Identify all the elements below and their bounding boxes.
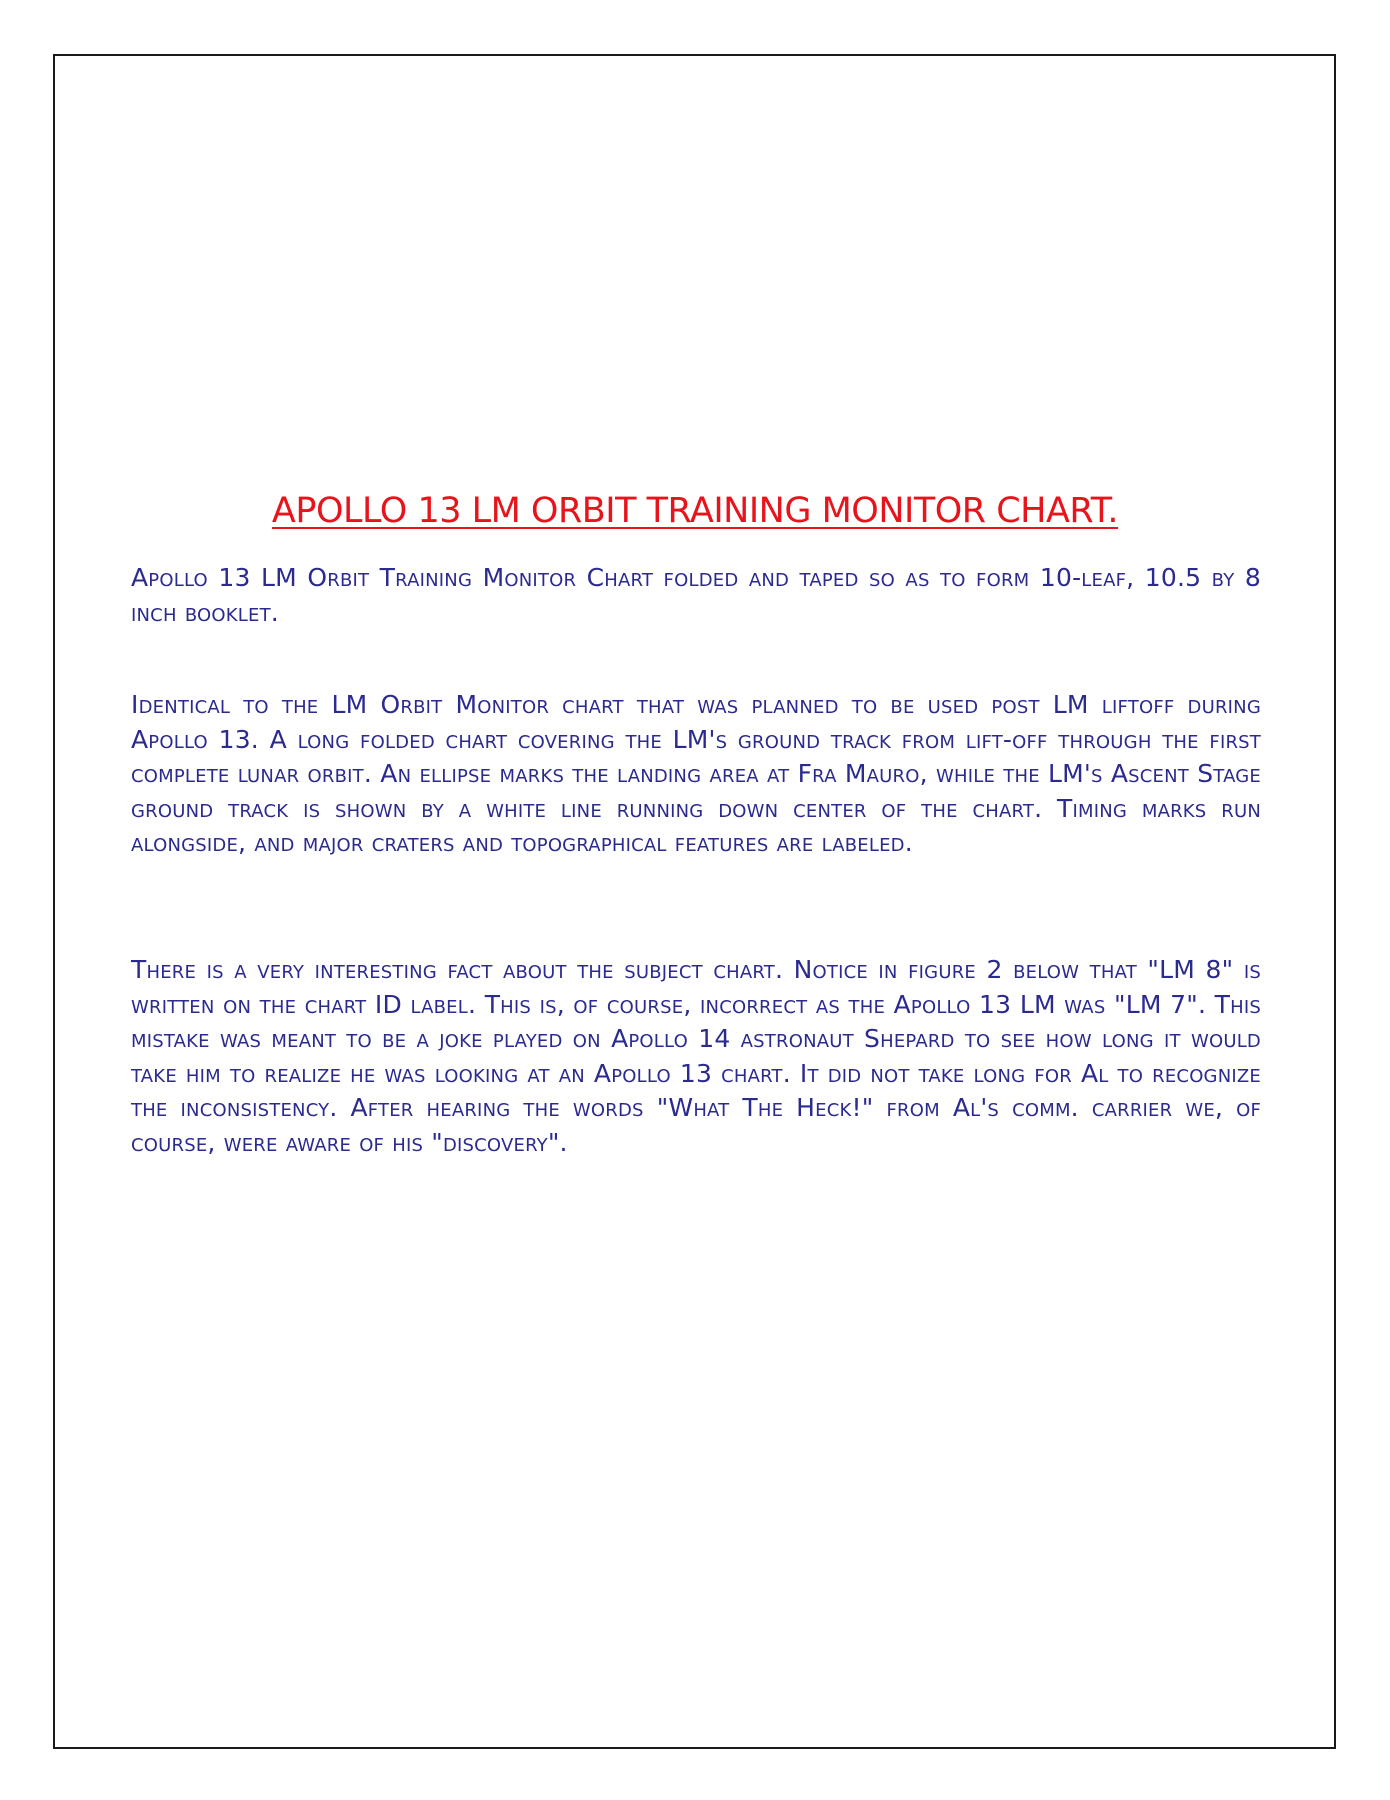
document-title: APOLLO 13 LM ORBIT TRAINING MONITOR CHART. bbox=[271, 491, 1119, 531]
paragraph-description: Apollo 13 LM Orbit Training Monitor Chart folded and taped so as to form 10-leaf, 10.5 by 8 inch booklet. bbox=[131, 563, 1261, 627]
paragraph-interesting-fact: There is a very interesting fact about the subject chart. Notice in figure 2 below that "LM 8" is written on the chart ID label. This is, of course, incorrect as the Apollo 13 LM was "LM 7". This mistake was meant to be a joke played on Apollo 14 astronaut Shepard to see how long it would take him to realize he was looking at an Apollo 13 chart. It did not take long for Al to recognize the inconsistency. After hearing the words "What The Heck!" from Al's comm. carrier we, of course, were aware of his "discovery". bbox=[131, 955, 1261, 1157]
paragraph-chart-details: Identical to the LM Orbit Monitor chart that was planned to be used post LM liftoff during Apollo 13. A long folded chart covering the LM's ground track from lift-off through the first complete lunar orbit. An ellipse marks the landing area at Fra Mauro, while the LM's Ascent Stage ground track is shown by a white line running down center of the chart. Timing marks run alongside, and major craters and topographical features are labeled. bbox=[131, 690, 1261, 857]
page-border bbox=[53, 54, 1336, 1749]
